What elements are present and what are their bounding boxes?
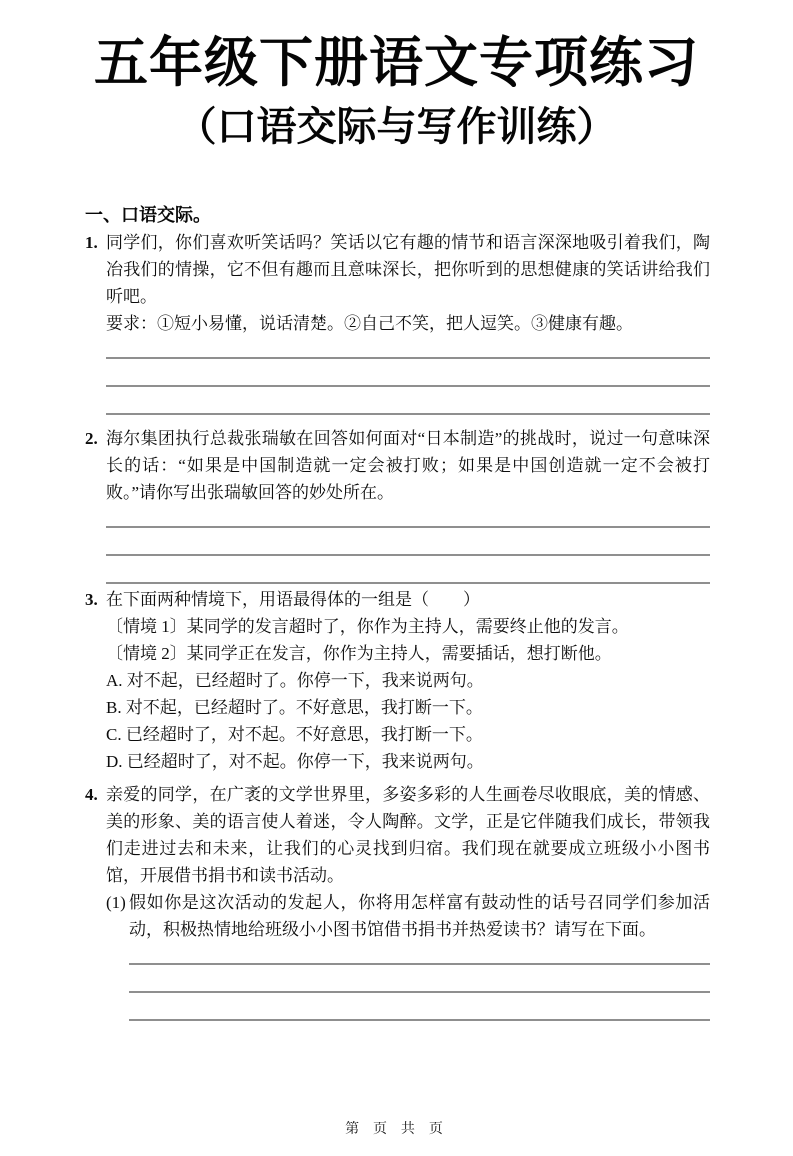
question-2-number: 2. [85, 429, 98, 448]
question-3-text: 在下面两种情境下，用语最得体的一组是（ ） [106, 590, 480, 609]
question-3-option-a: A. 对不起，已经超时了。你停一下，我来说两句。 [106, 671, 484, 690]
question-3-situation-2: 〔情境 2〕某同学正在发言，你作为主持人，需要插话，想打断他。 [106, 644, 612, 663]
question-4-sub-1 [106, 889, 710, 943]
answer-line [129, 965, 710, 993]
worksheet-page [0, 34, 793, 1156]
answer-line [106, 528, 710, 556]
question-1-number: 1. [85, 233, 98, 252]
question-4-answer-area [129, 937, 710, 1021]
question-1-requirement: 要求：①短小易懂，说话清楚。②自己不笑，把人逗笑。③健康有趣。 [106, 314, 633, 333]
question-4-sub-1-label: (1) [106, 893, 126, 912]
question-3-option-d: D. 已经超时了，对不起。你停一下，我来说两句。 [106, 752, 484, 771]
page-title: 五年级下册语文专项练习 [94, 33, 699, 93]
answer-line [106, 359, 710, 387]
question-3-number: 3. [85, 590, 98, 609]
question-2-text: 海尔集团执行总裁张瑞敏在回答如何面对“日本制造”的挑战时，说过一句意味深长的话：“如果是中国制造就一定会被打败；如果是中国创造就一定不会被打败。”请你写出张瑞敏回答的妙处所在。 [106, 429, 710, 502]
answer-line [106, 387, 710, 415]
question-4 [85, 781, 710, 1021]
worksheet-body [85, 202, 710, 1021]
question-1-text: 同学们，你们喜欢听笑话吗？笑话以它有趣的情节和语言深深地吸引着我们，陶冶我们的情操，它不但有趣而且意味深长，把你听到的思想健康的笑话讲给我们听吧。 [106, 233, 710, 306]
answer-line [129, 993, 710, 1021]
question-3-situation-1: 〔情境 1〕某同学的发言超时了，你作为主持人，需要终止他的发言。 [106, 617, 629, 636]
section-heading-oral-communication: 一、口语交际。 [85, 205, 211, 225]
question-1-answer-area [106, 331, 710, 415]
question-2-answer-area [106, 500, 710, 584]
question-1 [85, 229, 710, 415]
question-3-option-b: B. 对不起，已经超时了。不好意思，我打断一下。 [106, 698, 483, 717]
question-4-number: 4. [85, 785, 98, 804]
question-4-sub-1-text: 假如你是这次活动的发起人，你将用怎样富有鼓动性的话号召同学们参加活动，积极热情地给班级小小图书馆借书捐书并热爱读书？请写在下面。 [129, 893, 710, 939]
question-3-option-c: C. 已经超时了，对不起。不好意思，我打断一下。 [106, 725, 483, 744]
page-footer: 第 页 共 页 [345, 1120, 448, 1136]
question-4-text: 亲爱的同学，在广袤的文学世界里，多姿多彩的人生画卷尽收眼底，美的情感、美的形象、美的语言使人着迷，令人陶醉。文学，正是它伴随我们成长，带领我们走进过去和未来，让我们的心灵找到归宿。我们现在就要成立班级小小图书馆，开展借书捐书和读书活动。 [106, 785, 710, 885]
question-3 [85, 586, 710, 775]
answer-line [106, 556, 710, 584]
question-2 [85, 425, 710, 584]
page-subtitle: （口语交际与写作训练） [176, 105, 617, 149]
